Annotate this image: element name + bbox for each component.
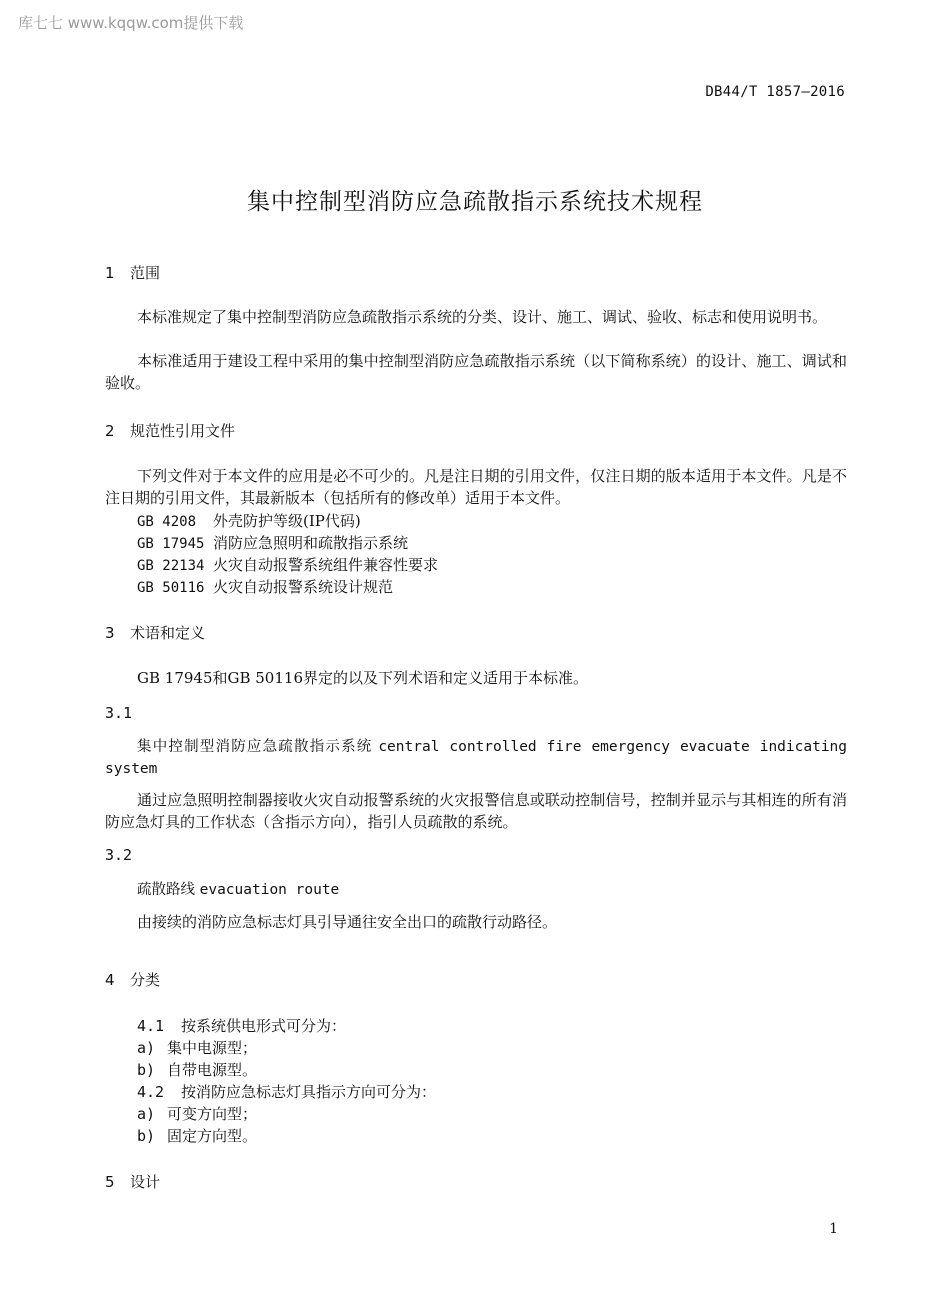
term-3-2-definition: 由接续的消防应急标志灯具引导通往安全出口的疏散行动路径。 [137, 913, 558, 931]
term-3-1-number: 3.1 [105, 704, 133, 722]
watermark: 库七七 www.kqqw.com提供下载 [18, 14, 244, 32]
section-title: 规范性引用文件 [130, 422, 236, 440]
term-english: evacuation route [199, 882, 340, 898]
section-1-paragraph-1: 本标准规定了集中控制型消防应急疏散指示系统的分类、设计、施工、调试、验收、标志和使用说明书。 [137, 308, 828, 326]
document-title: 集中控制型消防应急疏散指示系统技术规程 [247, 189, 703, 215]
section-title: 术语和定义 [130, 624, 206, 642]
term-3-2-title [105, 879, 847, 901]
section-3-paragraph-1: GB 17945和GB 50116界定的以及下列术语和定义适用于本标准。 [137, 669, 588, 687]
page-number: 1 [829, 1221, 838, 1237]
list-marker: a) [137, 1105, 156, 1123]
section-1-heading [105, 262, 160, 283]
section-2-paragraph-1: 下列文件对于本文件的应用是必不可少的。凡是注日期的引用文件，仅注日期的版本适用于本文件。凡是不注日期的引用文件，其最新版本（包括所有的修改单）适用于本文件。 [105, 467, 847, 507]
clause-number: 4.1 [137, 1017, 165, 1035]
section-number: 4 [105, 971, 115, 989]
document-number: DB44/T 1857—2016 [705, 84, 845, 100]
term-3-1-definition: 通过应急照明控制器接收火灾自动报警系统的火灾报警信息或联动控制信号，控制并显示与其相连的所有消防应急灯具的工作状态（含指示方向），指引人员疏散的系统。 [105, 791, 847, 831]
section-number: 5 [105, 1173, 115, 1191]
reference-code: GB 22134 [137, 558, 205, 574]
reference-name: 火灾自动报警系统组件兼容性要求 [213, 556, 439, 574]
section-4-heading [105, 969, 160, 990]
section-number: 1 [105, 264, 115, 282]
reference-name: 消防应急照明和疏散指示系统 [213, 534, 409, 552]
section-3-heading [105, 622, 205, 643]
list-text: 固定方向型。 [167, 1127, 258, 1145]
clause-number: 4.2 [137, 1083, 165, 1101]
reference-item [137, 532, 408, 553]
list-text: 集中电源型； [167, 1039, 258, 1057]
section-5-heading [105, 1171, 160, 1192]
reference-code: GB 17945 [137, 536, 205, 552]
list-item [137, 1125, 257, 1146]
term-3-2-number: 3.2 [105, 846, 133, 864]
clause-text: 按消防应急标志灯具指示方向可分为： [181, 1083, 437, 1101]
section-number: 2 [105, 422, 115, 440]
list-marker: b) [137, 1127, 156, 1145]
list-text: 可变方向型； [167, 1105, 258, 1123]
reference-item [137, 576, 393, 597]
reference-name: 火灾自动报警系统设计规范 [213, 578, 394, 596]
section-number: 3 [105, 624, 115, 642]
clause-4-2 [137, 1081, 436, 1102]
list-marker: a) [137, 1039, 156, 1057]
section-title: 设计 [130, 1173, 161, 1191]
list-item [137, 1059, 257, 1080]
clause-text: 按系统供电形式可分为： [181, 1017, 347, 1035]
clause-4-1 [137, 1015, 346, 1036]
list-item [137, 1103, 257, 1124]
term-english: central controlled fire emergency evacuate indicating system [105, 739, 848, 777]
term-chinese: 疏散路线 [137, 882, 195, 898]
section-title: 范围 [130, 264, 161, 282]
list-text: 自带电源型。 [167, 1061, 258, 1079]
term-chinese: 集中控制型消防应急疏散指示系统 [137, 739, 373, 755]
term-3-1-title [105, 736, 847, 780]
section-2-heading [105, 420, 235, 441]
reference-code: GB 50116 [137, 580, 205, 596]
reference-item [137, 554, 438, 575]
section-1-paragraph-2: 本标准适用于建设工程中采用的集中控制型消防应急疏散指示系统（以下简称系统）的设计、施工、调试和验收。 [105, 352, 847, 392]
reference-code: GB 4208 [137, 514, 197, 530]
reference-name: 外壳防护等级(IP代码) [213, 512, 361, 530]
list-item [137, 1037, 257, 1058]
list-marker: b) [137, 1061, 156, 1079]
section-title: 分类 [130, 971, 161, 989]
reference-item [137, 510, 361, 531]
